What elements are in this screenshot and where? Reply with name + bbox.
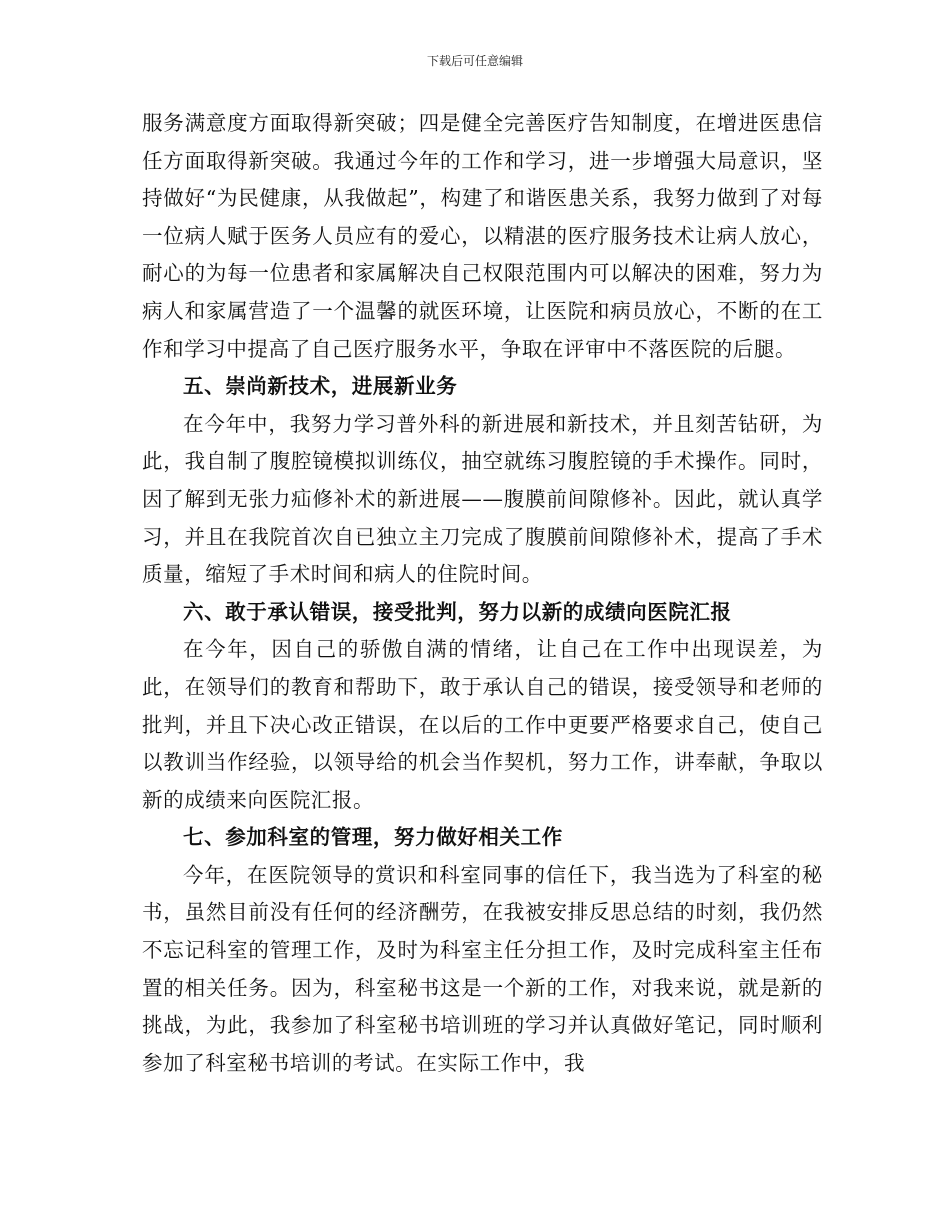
document-body bbox=[142, 105, 823, 1082]
section-heading-5: 五、崇尚新技术，进展新业务 bbox=[183, 374, 458, 399]
paragraph-section-5: 在今年中，我努力学习普外科的新进展和新技术，并且刻苦钻研，为此，我自制了腹腔镜模拟训练仪，抽空就练习腹腔镜的手术操作。同时，因了解到无张力疝修补术的新进展——腹膜前间隙修补。因此，就认真学习，并且在我院首次自已独立主刀完成了腹膜前间隙修补术，提高了手术质量，缩短了手术时间和病人的住院时间。 bbox=[142, 411, 823, 587]
page-header: 下载后可任意编辑 bbox=[426, 54, 523, 68]
section-heading-6: 六、敢于承认错误，接受批判，努力以新的成绩向医院汇报 bbox=[183, 599, 732, 624]
paragraph-section-7: 今年，在医院领导的赏识和科室同事的信任下，我当选为了科室的秘书，虽然目前没有任何的经济酬劳，在我被安排反思总结的时刻，我仍然不忘记科室的管理工作，及时为科室主任分担工作，及时完成科室主任布置的相关任务。因为，科室秘书这是一个新的工作，对我来说，就是新的挑战，为此，我参加了科室秘书培训班的学习并认真做好笔记，同时顺利参加了科室秘书培训的考试。在实际工作中，我 bbox=[142, 862, 823, 1075]
section-heading-7: 七、参加科室的管理，努力做好相关工作 bbox=[183, 825, 563, 850]
paragraph-intro: 服务满意度方面取得新突破；四是健全完善医疗告知制度，在增进医患信任方面取得新突破。我通过今年的工作和学习，进一步增强大局意识，坚持做好“为民健康，从我做起”，构建了和谐医患关系，我努力做到了对每一位病人赋于医务人员应有的爱心，以精湛的医疗服务技术让病人放心，耐心的为每一位患者和家属解决自己权限范围内可以解决的困难，努力为病人和家属营造了一个温馨的就医环境，让医院和病员放心，不断的在工作和学习中提高了自己医疗服务水平，争取在评审中不落医院的后腿。 bbox=[142, 111, 823, 361]
paragraph-section-6: 在今年，因自己的骄傲自满的情绪，让自己在工作中出现误差，为此，在领导们的教育和帮助下，敢于承认自己的错误，接受领导和老师的批判，并且下决心改正错误，在以后的工作中更要严格要求自己，使自己以教训当作经验，以领导给的机会当作契机，努力工作，讲奉献，争取以新的成绩来向医院汇报。 bbox=[142, 637, 823, 812]
